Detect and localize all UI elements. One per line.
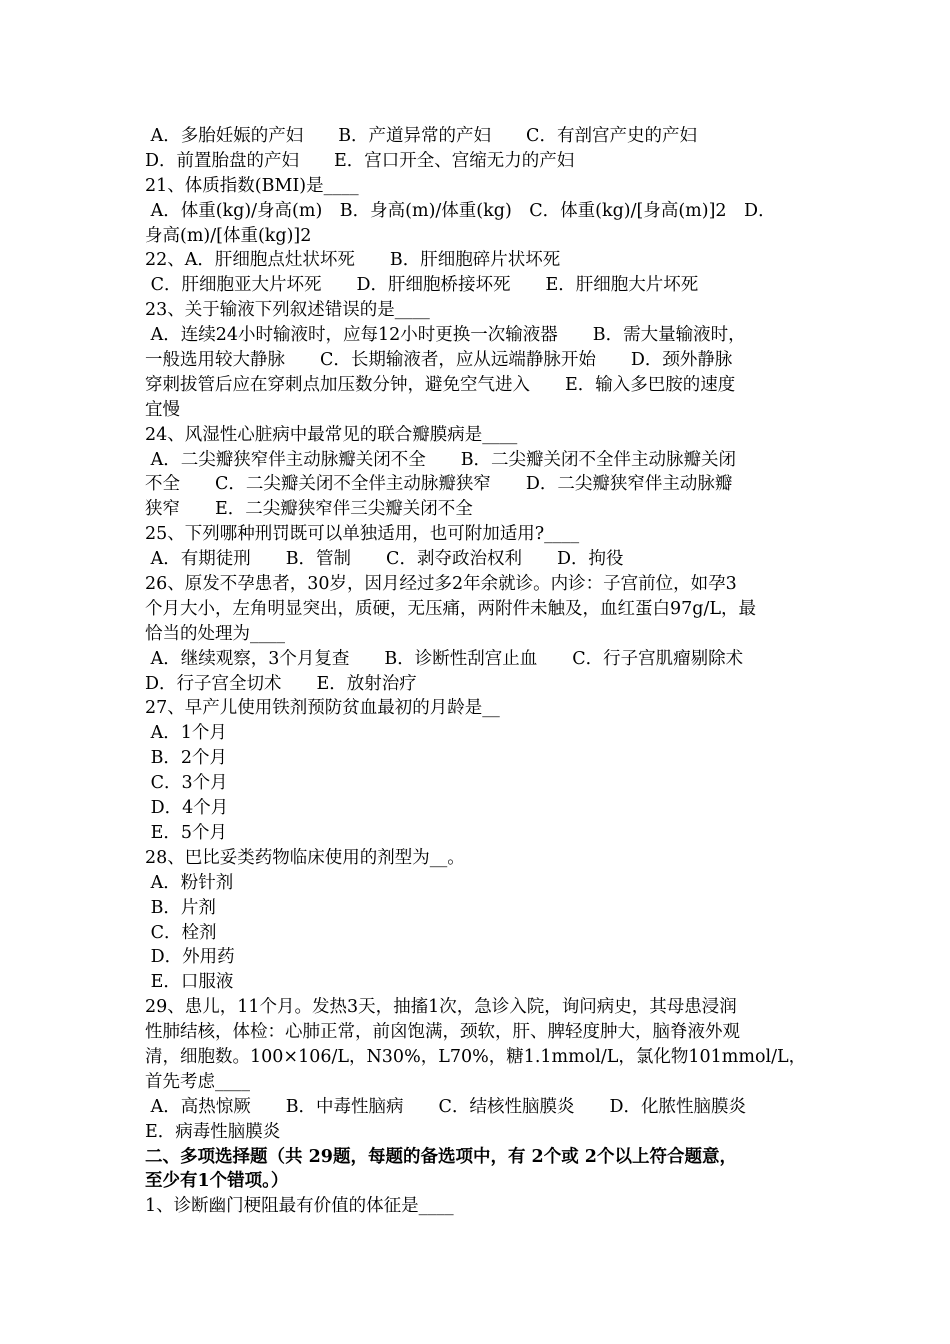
option-line: D．4个月	[145, 798, 229, 819]
option-line: A．继续观察，3个月复查 B．诊断性刮宫止血 C．行子宫肌瘤剔除术	[145, 648, 744, 669]
option-line: A．二尖瓣狭窄伴主动脉瓣关闭不全 B．二尖瓣关闭不全伴主动脉瓣关闭	[145, 449, 737, 470]
option-line: D．行子宫全切术 E．放射治疗	[145, 673, 417, 694]
option-line: A．有期徒刑 B．管制 C．剥夺政治权利 D．拘役	[145, 549, 624, 570]
option-line: D．外用药	[145, 947, 235, 968]
option-line: 狭窄 E．二尖瓣狭窄伴三尖瓣关闭不全	[145, 499, 473, 520]
option-line: A．体重(kg)/身高(m) B．身高(m)/体重(kg) C．体重(kg)/[身高(m)]2 D．	[145, 200, 776, 221]
question-28: 28、巴比妥类药物临床使用的剂型为__。	[145, 847, 465, 868]
question-22: 22、A．肝细胞点灶状坏死 B．肝细胞碎片状坏死	[145, 250, 561, 271]
question-line: 恰当的处理为____	[145, 623, 285, 644]
question-line: 清，细胞数。100×106/L，N30%，L70%，糖1.1mmol/L，氯化物101mmol/L，	[145, 1046, 807, 1067]
section-heading: 二、多项选择题（共 29题，每题的备选项中，有 2个或 2个以上符合题意，	[145, 1146, 737, 1167]
question-1: 1、诊断幽门梗阻最有价值的体征是____	[145, 1196, 454, 1217]
option-line: B．2个月	[145, 748, 228, 769]
option-line: E．病毒性脑膜炎	[145, 1121, 281, 1142]
question-line: 个月大小，左角明显突出，质硬，无压痛，两附件未触及，血红蛋白97g/L，最	[145, 598, 756, 619]
question-29: 29、患儿，11个月。发热3天，抽搐1次，急诊入院，询问病史，其母患浸润	[145, 997, 737, 1018]
option-line: A．1个月	[145, 723, 227, 744]
question-26: 26、原发不孕患者，30岁，因月经过多2年余就诊。内诊：子宫前位，如孕3	[145, 574, 737, 595]
option-line: B．片剂	[145, 897, 216, 918]
option-line: C．3个月	[145, 773, 228, 794]
option-line: A．粉针剂	[145, 872, 234, 893]
option-line: E．口服液	[145, 972, 234, 993]
question-25: 25、下列哪种刑罚既可以单独适用，也可附加适用?____	[145, 524, 580, 545]
exam-text	[145, 124, 813, 1219]
option-line: E．5个月	[145, 822, 227, 843]
section-heading: 至少有1个错项。）	[145, 1171, 289, 1192]
question-24: 24、风湿性心脏病中最常见的联合瓣膜病是____	[145, 424, 518, 445]
option-line: 不全 C．二尖瓣关闭不全伴主动脉瓣狭窄 D．二尖瓣狭窄伴主动脉瓣	[145, 474, 733, 495]
option-line: C．肝细胞亚大片坏死 D．肝细胞桥接坏死 E．肝细胞大片坏死	[145, 275, 699, 296]
option-line: 一般选用较大静脉 C．长期输液者，应从远端静脉开始 D．颈外静脉	[145, 350, 733, 371]
question-21: 21、体质指数(BMI)是____	[145, 175, 359, 196]
option-line: 身高(m)/[体重(kg)]2	[145, 225, 312, 246]
question-line: 性肺结核，体检：心肺正常，前囟饱满，颈软，肝、脾轻度肿大，脑脊液外观	[145, 1022, 740, 1043]
question-line: 首先考虑____	[145, 1071, 250, 1092]
option-line: D．前置胎盘的产妇 E．宫口开全、宫缩无力的产妇	[145, 150, 575, 171]
option-line: A．多胎妊娠的产妇 B．产道异常的产妇 C．有剖宫产史的产妇	[145, 126, 697, 146]
question-23: 23、关于输液下列叙述错误的是____	[145, 300, 430, 321]
option-line: A．连续24小时输液时，应每12小时更换一次输液器 B．需大量输液时，	[145, 325, 746, 346]
question-27: 27、早产儿使用铁剂预防贫血最初的月龄是__	[145, 698, 500, 719]
option-line: C．栓剂	[145, 922, 217, 943]
option-line: 宜慢	[145, 399, 180, 420]
option-line: 穿刺拔管后应在穿刺点加压数分钟，避免空气进入 E．输入多巴胺的速度	[145, 374, 736, 395]
option-line: A．高热惊厥 B．中毒性脑病 C．结核性脑膜炎 D．化脓性脑膜炎	[145, 1096, 746, 1117]
